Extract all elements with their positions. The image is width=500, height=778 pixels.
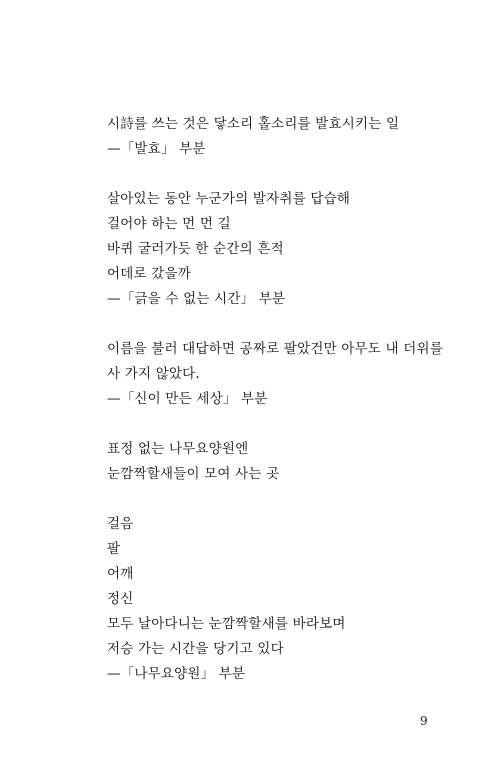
- stanza-4-line-1: 표정 없는 나무요양원엔: [107, 441, 249, 457]
- stanza-4-line-2: 눈깜짝할새들이 모여 사는 곳: [107, 466, 280, 482]
- stanza-2-source: —「긁을 수 없는 시간」 부분: [107, 291, 286, 307]
- page-number: 9: [420, 714, 428, 728]
- stanza-2-line-1: 살아있는 동안 누군가의 발자취를 답습해: [107, 191, 351, 207]
- stanza-5-line-5: 모두 날아다니는 눈깜짝할새를 바라보며: [107, 616, 346, 632]
- stanza-5-line-4: 정신: [107, 591, 134, 607]
- stanza-gap: [107, 412, 447, 437]
- stanza-5-source: —「나무요양원」 부분: [107, 666, 246, 682]
- stanza-2-line-4: 어데로 갔을까: [107, 266, 191, 282]
- stanza-gap: [107, 162, 447, 187]
- stanza-2-line-2: 걸어야 하는 먼 먼 길: [107, 216, 231, 232]
- stanza-3-paragraph: 이름을 불러 대답하면 공짜로 팔았건만 아무도 내 더위를 사 가지 않았다.: [107, 341, 443, 382]
- poem-excerpts: [107, 112, 447, 687]
- stanza-5-line-2: 팔: [107, 541, 121, 557]
- stanza-5-line-6: 저승 가는 시간을 당기고 있다: [107, 641, 284, 657]
- stanza-1-source: —「발효」 부분: [107, 141, 206, 157]
- stanza-2-line-3: 바퀴 굴러가듯 한 순간의 흔적: [107, 241, 284, 257]
- stanza-3-source: —「신이 만든 세상」 부분: [107, 391, 268, 407]
- stanza-5-line-1: 걸음: [107, 516, 134, 532]
- stanza-gap: [107, 487, 447, 512]
- stanza-5-line-3: 어깨: [107, 566, 134, 582]
- stanza-1-line-1: 시詩를 쓰는 것은 닿소리 홀소리를 발효시키는 일: [107, 116, 400, 132]
- stanza-gap: [107, 312, 447, 337]
